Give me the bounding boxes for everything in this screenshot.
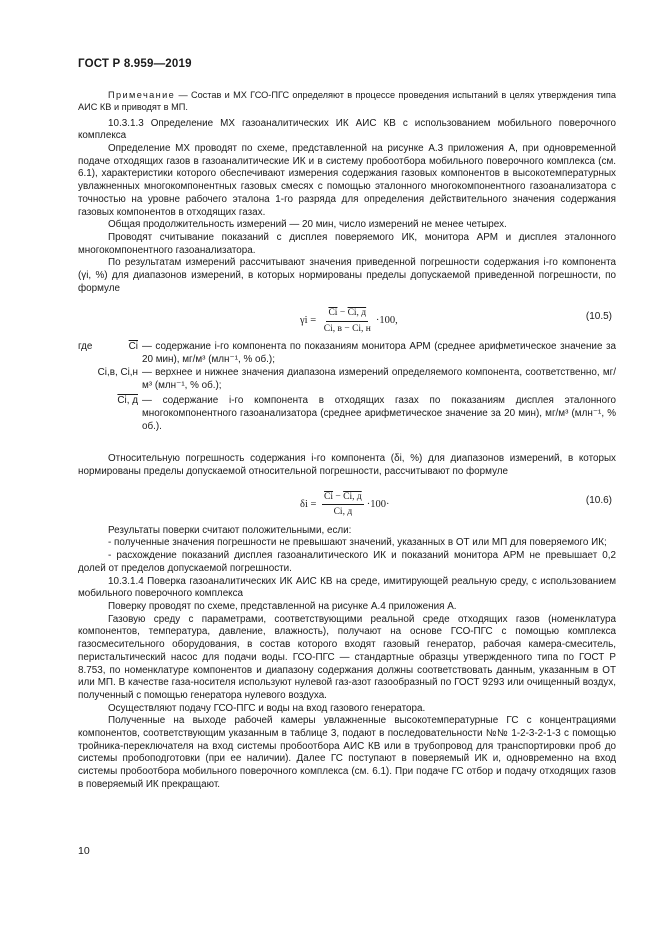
formula-1-num-a: $\overline{Ci}$: [328, 308, 338, 319]
note-text: — Состав и МХ ГСО-ПГС определяют в процессе проведения испытаний в целях утверждения типа АИС КВ и приводят в МП.: [78, 90, 616, 112]
definition-symbol: Ci,в, Ci,н: [97, 366, 138, 378]
definition-item: [78, 395, 616, 433]
section-10-3-1-3-heading: 10.3.1.3 Определение МХ газоаналитических ИК АИС КВ с использованием мобильного поверочного комплекса: [78, 117, 616, 142]
paragraph-reduced-error: По результатам измерений рассчитывают значения приведенной погрешности содержания i-го компонента (γi, %) для диапазонов измерений, в которых нормированы пределы допускаемой приведенной погрешности, по формуле: [78, 257, 616, 294]
formula-2-fraction: $\frac{\overline{Ci} - Ci, д}{Ci, д}$: [324, 491, 362, 518]
formula-2-lhs: δi: [300, 498, 308, 510]
paragraph-duration: Общая продолжительность измерений — 20 мин, число измерений не менее четырех.: [108, 219, 507, 231]
formula-10-5: γi = $\frac{\overline{Ci} - Ci, д}{Ci, в - Ci, н}$ ·100, (10.5): [300, 308, 612, 335]
formula-1-den-b: Ci, н: [352, 324, 371, 335]
paragraph-relative-error: Относительную погрешность содержания i-го компонента (δi, %) для диапазонов измерений, в которых нормированы пределы допускаемой относительной погрешности, рассчитывают по формуле: [78, 453, 616, 478]
formula-1-lhs: γi: [300, 315, 308, 327]
formula-1-fraction: $\frac{\overline{Ci} - Ci, д}{Ci, в - Ci, н}$: [323, 308, 371, 335]
list-item: - полученные значения погрешности не превышают значений, указанных в ОТ или МП для поверяемого ИК;: [108, 537, 607, 549]
definition-text: — верхнее и нижнее значения диапазона измерений определяемого компонента, соответственно, мг/м³ (млн⁻¹, % об.);: [142, 366, 616, 391]
standard-header: ГОСТ Р 8.959—2019: [78, 58, 192, 70]
definition-text: — содержание i-го компонента в отходящих газах по показаниям дисплея эталонного многокомпонентного газоанализатора (среднее арифметическое значение за 20 мин), мг/м³ (млн⁻¹, % об.).: [142, 395, 616, 432]
definition-item: [78, 367, 616, 392]
formula-1-number: (10.5): [585, 311, 612, 323]
definition-where: где: [78, 341, 93, 353]
formula-2-number: (10.6): [585, 494, 612, 506]
note-paragraph: [78, 90, 616, 114]
paragraph-scheme: Поверку проводят по схеме, представленной на рисунке А.4 приложения А.: [108, 600, 457, 612]
section-10-3-1-4-heading: 10.3.1.4 Поверка газоаналитических ИК АИС КВ на среде, имитирующей реальную среду, с использованием мобильного поверочного комплекса: [78, 575, 616, 600]
definitions-list: [78, 341, 616, 433]
paragraph-supply: Осуществляют подачу ГСО-ПГС и воды на вход газового генератора.: [108, 702, 426, 714]
formula-1-factor: ·100,: [375, 315, 398, 327]
note-label: Примечание: [108, 90, 176, 100]
document-body: [78, 90, 616, 792]
paragraph-reading: Проводят считывание показаний с дисплея поверяемого ИК, монитора АРМ и дисплея эталонного многокомпонентного газоанализатора.: [78, 231, 616, 256]
formula-2-den: Ci, д: [333, 507, 353, 518]
definition-item: [78, 341, 616, 366]
list-item: - расхождение показаний дисплея газоаналитического ИК и показаний монитора АРМ не превышает 0,2 долей от пределов допускаемой погрешности.: [78, 550, 616, 574]
definition-text: — содержание i-го компонента по показаниям монитора АРМ (среднее арифметическое значение за 20 мин), мг/м³ (млн⁻¹, % об.);: [142, 341, 616, 366]
formula-2-num-b: Ci, д: [343, 491, 362, 502]
paragraph-results: Результаты поверки считают положительными, если:: [108, 524, 352, 536]
formula-1-den-a: Ci, в: [323, 324, 342, 335]
formula-10-6: δi = $\frac{\overline{Ci} - Ci, д}{Ci, д}$ ·100· (10.6): [300, 491, 612, 518]
formula-1-num-b: Ci, д: [347, 308, 367, 319]
definition-symbol: $\overline{Ci}$: [128, 341, 138, 353]
paragraph-sequence: Полученные на выходе рабочей камеры увлажненные высокотемпературные ГС с концентрациями компонентов, соответствующим указанным в таблице 3, подают в последовательности №№ 1-2-3-2-1-3 с помощью тройника-переключателя на вход системы пробоотбора АИС КВ или в трубопровод для транспортировки проб до системы пробоподготовки (при ее наличии). Далее ГС поступают в поверяемый ИК и, одновременно на вход системы пробоотбора мобильного поверочного комплекса (см. 6.1). При подаче ГС отбор и подачу отходящих газов в поверяемый ИК прекращают.: [78, 715, 616, 790]
paragraph-gas-medium: Газовую среду с параметрами, соответствующими реальной среде отходящих газов (номенклатура компонентов, температура, давление, влажность), получают на основе ГСО-ПГС с помощью комплекса газосмесительного оборудования, в состав которого входят газовый генератор, рабочая камера-смеситель, перистальтический насос для подачи воды. ГСО-ПГС — стандартные образцы утвержденного типа по ГОСТ Р 8.753, по номенклатуре компонентов и диапазону содержания должны соответствовать данным, указанным в ОТ или МП. В качестве газа-носителя используют нулевой газ-азот газообразный по ГОСТ 9293 или очищенный воздух, полученный с помощью генератора нулевого воздуха.: [78, 613, 616, 701]
paragraph-method: Определение МХ проводят по схеме, представленной на рисунке А.3 приложения А, при одновременной подаче отходящих газов в газоаналитические ИК и в систему пробоотбора мобильного поверочного комплекса (см. 6.1), характеристики которого обеспечивают измерения содержания газовых компонентов в высокотемпературных увлажненных многокомпонентных газовых смесях с помощью эталонного многокомпонентного газоанализатора с точностью на уровне рабочего эталона 1-го разряда для определения действительного значения содержания газовых компонентов в отходящих газах.: [78, 143, 616, 218]
formula-2-factor: ·100·: [366, 498, 390, 510]
formula-2-num-a: $\overline{Ci}$: [324, 491, 334, 502]
page-number: 10: [78, 845, 90, 857]
definition-symbol: Ci, д: [117, 395, 138, 407]
